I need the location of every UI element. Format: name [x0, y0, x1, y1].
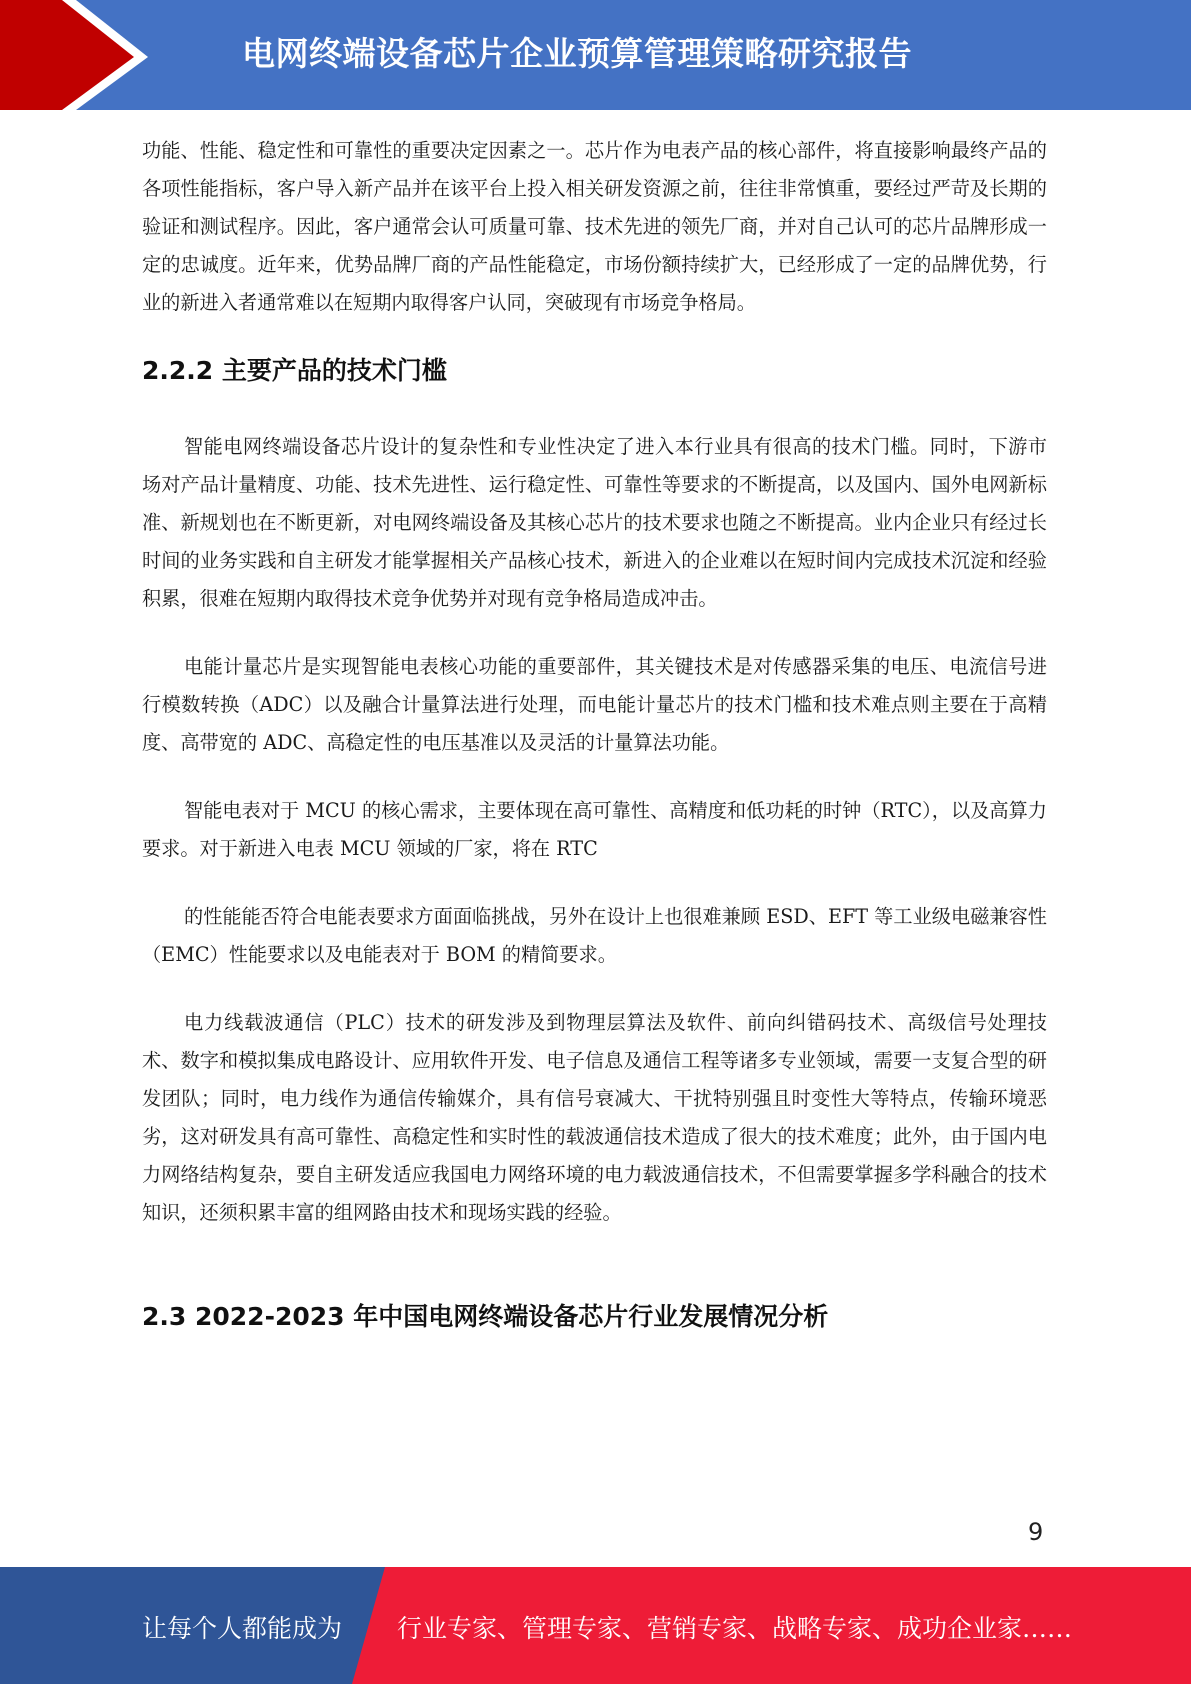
report-title: 电网终端设备芯片企业预算管理策略研究报告 — [242, 34, 912, 73]
paragraph-plc: 电力线载波通信（PLC）技术的研发涉及到物理层算法及软件、前向纠错码技术、高级信号处理技术、数字和模拟集成电路设计、应用软件开发、电子信息及通信工程等诸多专业领域，需要一支复合型的研发团队；同时，电力线作为通信传输媒介，具有信号衰减大、干扰特别强且时变性大等特点，传输环境恶劣，这对研发具有高可靠性、高稳定性和实时性的载波通信技术造成了很大的技术难度；此外，由于国内电力网络结构复杂，要自主研发适应我国电力网络环境的电力载波通信技术，不但需要掌握多学科融合的技术知识，还须积累丰富的组网路由技术和现场实践的经验。 — [142, 1011, 1047, 1224]
paragraph-mcu: 智能电表对于 MCU 的核心需求，主要体现在高可靠性、高精度和低功耗的时钟（RTC），以及高算力要求。对于新进入电表 MCU 领域的厂家，将在 RTC — [142, 799, 1047, 860]
paragraph-continued: 功能、性能、稳定性和可靠性的重要决定因素之一。芯片作为电表产品的核心部件，将直接影响最终产品的各项性能指标，客户导入新产品并在该平台上投入相关研发资源之前，往往非常慎重，要经过严苛及长期的验证和测试程序。因此，客户通常会认可质量可靠、技术先进的领先厂商，并对自己认可的芯片品牌形成一定的忠诚度。近年来，优势品牌厂商的产品性能稳定，市场份额持续扩大，已经形成了一定的品牌优势，行业的新进入者通常难以在短期内取得客户认同，突破现有市场竞争格局。 — [142, 139, 1047, 314]
paragraph-mcu-continued: 的性能能否符合电能表要求方面面临挑战，另外在设计上也很难兼顾 ESD、EFT 等工业级电磁兼容性（EMC）性能要求以及电能表对于 BOM 的精简要求。 — [142, 905, 1047, 966]
paragraph-tech-barrier: 智能电网终端设备芯片设计的复杂性和专业性决定了进入本行业具有很高的技术门槛。同时，下游市场对产品计量精度、功能、技术先进性、运行稳定性、可靠性等要求的不断提高，以及国内、国外电网新标准、新规划也在不断更新，对电网终端设备及其核心芯片的技术要求也随之不断提高。业内企业只有经过长时间的业务实践和自主研发才能掌握相关产品核心技术，新进入的企业难以在短时间内完成技术沉淀和经验积累，很难在短期内取得技术竞争优势并对现有竞争格局造成冲击。 — [142, 435, 1047, 610]
page-number: 9 — [1028, 1518, 1044, 1546]
footer-slogan-right: 行业专家、管理专家、营销专家、战略专家、成功企业家…… — [397, 1614, 1073, 1643]
section-heading-2-3: 2.3 2022-2023 年中国电网终端设备芯片行业发展情况分析 — [142, 1302, 829, 1331]
page-footer — [0, 1567, 1191, 1684]
paragraph-metering-chip: 电能计量芯片是实现智能电表核心功能的重要部件，其关键技术是对传感器采集的电压、电流信号进行模数转换（ADC）以及融合计量算法进行处理，而电能计量芯片的技术门槛和技术难点则主要在于高精度、高带宽的 ADC、高稳定性的电压基准以及灵活的计量算法功能。 — [142, 655, 1047, 754]
section-heading-2-2-2: 2.2.2 主要产品的技术门槛 — [142, 356, 447, 385]
header-arrow-red — [0, 0, 134, 110]
page-content — [142, 132, 1047, 1334]
footer-slogan-left: 让每个人都能成为 — [142, 1614, 343, 1643]
page-header — [0, 0, 1191, 110]
header-arrow-decoration — [0, 0, 170, 110]
